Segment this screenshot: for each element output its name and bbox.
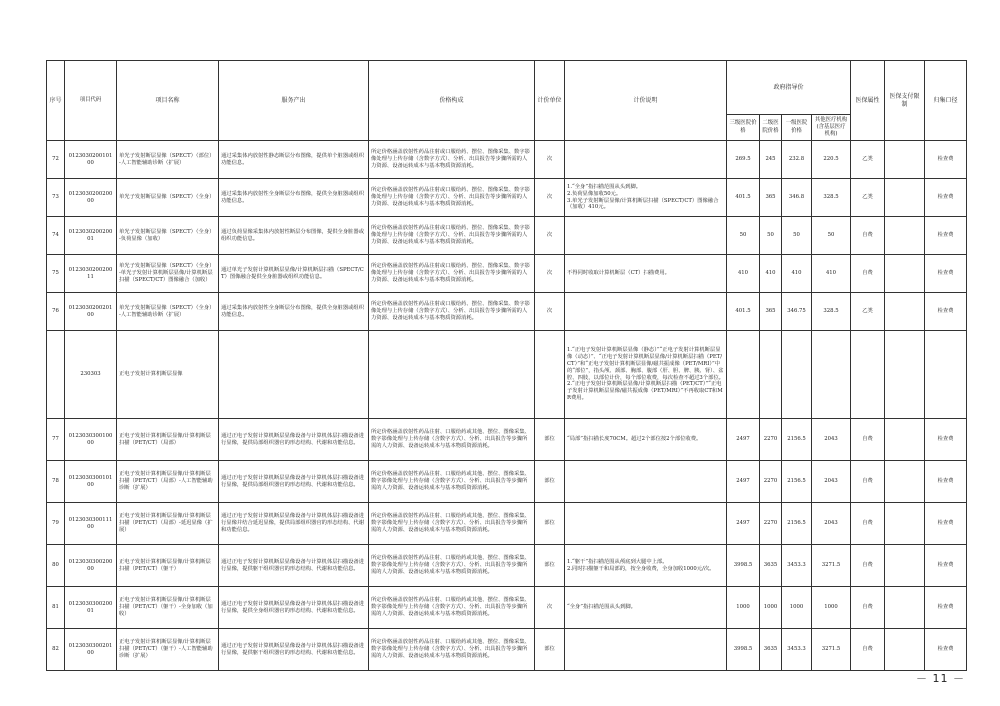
- cell-pricing: 所定价格涵盖放射性药品注射或口服给药、摆位、图像采集、数字影像处理与上传存储（含数字方式）、分析、出具报告等步骤所需的人力资源、设备运转成本与基本物质资源消耗。: [369, 141, 535, 179]
- cell-service: 通过单光子发射计算机断层显像/计算机断层扫描（SPECT/CT）图像融合提供全身脏器或组织功能信息。: [219, 255, 369, 293]
- header-name: 项目名称: [117, 61, 219, 141]
- cell-attr: 自费: [851, 419, 885, 461]
- cell-notes: [565, 293, 727, 331]
- cell-code: 012303030010000: [65, 419, 117, 461]
- cell-service: 通过正电子发射计算机断层显像设备与计算机体层扫描设备进行显像并结合延迟显像，提供局部组织器官的形态结构、代谢和功能信息。: [219, 503, 369, 545]
- cell-limit: [885, 141, 925, 179]
- header-notes: 计价说明: [565, 61, 727, 141]
- cell-po: 2043: [812, 461, 851, 503]
- cell-notes: 1.“躯干”指扫描范围从颅底到大腿中上部。 2.同时扫描躯干和局部的，按全身收费，全身加收1000元/次。: [565, 545, 727, 587]
- cell-p1: 2156.5: [782, 461, 812, 503]
- cell-pricing: 所定价格涵盖放射性药品注射、口服给药或其他、摆位、图像采集、数字影像处理与上传存储（含数字方式）、分析、出具报告等步骤所需的人力资源、设备运转成本与基本物质资源消耗。: [369, 419, 535, 461]
- cell-seq: 82: [47, 629, 65, 671]
- cell-p1: 410: [782, 255, 812, 293]
- cell-p1: 3453.3: [782, 629, 812, 671]
- cell-seq: 78: [47, 461, 65, 503]
- cell-notes: “局部”指扫描长度70CM。超过2个部位按2个部位收费。: [565, 419, 727, 461]
- cell-code: 012303030011100: [65, 503, 117, 545]
- cell-attr: 自费: [851, 217, 885, 255]
- cell-p1: 346.75: [782, 293, 812, 331]
- cell-po: 2043: [812, 419, 851, 461]
- table-row: [47, 503, 967, 545]
- cell-p3: 50: [727, 217, 760, 255]
- cell-pricing: 所定价格涵盖放射性药品注射或口服给药、摆位、图像采集、数字影像处理与上传存储（含数字方式）、分析、出具报告等步骤所需的人力资源、设备运转成本与基本物质资源消耗。: [369, 179, 535, 217]
- cell-code: 012303030020000: [65, 545, 117, 587]
- cell-limit: [885, 179, 925, 217]
- cell-service: 通过正电子发射计算机断层显像设备与计算机体层扫描设备进行显像，提供局部组织器官的形态结构、代谢和功能信息。: [219, 461, 369, 503]
- cell-code: 012303020020000: [65, 179, 117, 217]
- cell-p3: 3998.5: [727, 629, 760, 671]
- cell-p3: 1000: [727, 587, 760, 629]
- cell-name: 单光子发射断层显像（SPECT）（全身）: [117, 179, 219, 217]
- cell-name: 正电子发射计算机断层显像/计算机断层扫描（PET/CT）（局部）: [117, 419, 219, 461]
- cell-p2: 50: [760, 217, 782, 255]
- cell-cat: 检查费: [925, 255, 967, 293]
- header-code: 项目代码: [65, 61, 117, 141]
- cell-code: 012303020020100: [65, 293, 117, 331]
- cell-p3: [727, 331, 760, 419]
- cell-unit: 部位: [535, 545, 565, 587]
- cell-cat: 检查费: [925, 141, 967, 179]
- cell-limit: [885, 255, 925, 293]
- cell-name: 正电子发射计算机断层显像/计算机断层扫描（PET/CT）（躯干）-全身加收（加收）: [117, 587, 219, 629]
- cell-service: [219, 331, 369, 419]
- cell-seq: 81: [47, 587, 65, 629]
- cell-attr: [851, 331, 885, 419]
- header-insurance-limit: 医保支付限制: [885, 61, 925, 141]
- cell-name: 单光子发射断层显像（SPECT）（全身）-人工智能辅助诊断（扩展）: [117, 293, 219, 331]
- cell-p1: 2156.5: [782, 503, 812, 545]
- cell-limit: [885, 587, 925, 629]
- cell-limit: [885, 419, 925, 461]
- cell-limit: [885, 217, 925, 255]
- cell-pricing: 所定价格涵盖放射性药品注射、口服给药或其他、摆位、图像采集、数字影像处理与上传存储（含数字方式）、分析、出具报告等步骤所需的人力资源、设备运转成本与基本物质资源消耗。: [369, 503, 535, 545]
- cell-service: 通过正电子发射计算机断层显像设备与计算机体层扫描设备进行显像，提供全身组织器官的形态结构、代谢和功能信息。: [219, 587, 369, 629]
- cell-p2: 2270: [760, 503, 782, 545]
- cell-attr: 乙类: [851, 141, 885, 179]
- cell-service: 通过采集体内放射性全身断层分布图像，提供全身脏器或组织功能信息。: [219, 179, 369, 217]
- cell-notes: 1.“全身”指扫描范围从头到脚。 2.负荷显像加收50元。 3.单光子发射断层显像/计算机断层扫描（SPECT/CT）图像融合（加收）410元。: [565, 179, 727, 217]
- table-row: [47, 179, 967, 217]
- cell-unit: 部位: [535, 419, 565, 461]
- header-seq: 序号: [47, 61, 65, 141]
- cell-notes: [565, 629, 727, 671]
- cell-po: 220.5: [812, 141, 851, 179]
- cell-code: 012303030010100: [65, 461, 117, 503]
- cell-po: 1000: [812, 587, 851, 629]
- cell-p2: 2270: [760, 461, 782, 503]
- cell-p2: 3635: [760, 629, 782, 671]
- cell-p3: 2497: [727, 461, 760, 503]
- cell-p1: 346.8: [782, 179, 812, 217]
- cell-p1: 1000: [782, 587, 812, 629]
- cell-attr: 自费: [851, 255, 885, 293]
- table-row: [47, 141, 967, 179]
- cell-pricing: 所定价格涵盖放射性药品注射或口服给药、摆位、图像采集、数字影像处理与上传存储（含数字方式）、分析、出具报告等步骤所需的人力资源、设备运转成本与基本物质资源消耗。: [369, 293, 535, 331]
- cell-limit: [885, 545, 925, 587]
- cell-cat: 检查费: [925, 461, 967, 503]
- cell-limit: [885, 461, 925, 503]
- cell-pricing: 所定价格涵盖放射性药品注射或口服给药、摆位、图像采集、数字影像处理与上传存储（含数字方式）、分析、出具报告等步骤所需的人力资源、设备运转成本与基本物质资源消耗。: [369, 255, 535, 293]
- cell-code: 012303020010100: [65, 141, 117, 179]
- cell-p3: 2497: [727, 419, 760, 461]
- cell-notes: 1.“正电子发射计算机断层显像（静态）”“正电子发射计算机断层显像（动态）”、“正电子发射计算机断层显像/计算机断层扫描（PET/CT）”和“正电子发射计算机断层显像/磁共振成像（PET/MRI）”中的“部位”，指头颅、颈部、胸部、腹部（肝、胆、脾、胰、肾）、盆腔、四肢，以部位计价，每个部位收费，每次检查不超过3个部位。 2.“正电子发射计算机断层显像/计算机断层扫描（PET/CT）”“正电子发射计算机断层显像/磁共振成像（PET/MRI）”不再收取CT和MR费用。: [565, 331, 727, 419]
- cell-limit: [885, 293, 925, 331]
- cell-unit: 次: [535, 141, 565, 179]
- table-row: [47, 255, 967, 293]
- cell-notes: 不得同时收取计算机断层（CT）扫描费用。: [565, 255, 727, 293]
- header-grade1: 一级医院价格: [782, 115, 812, 141]
- cell-service: 通过采集体内放射性全身断层分布图像，提供全身脏器或组织功能信息。: [219, 293, 369, 331]
- cell-notes: [565, 503, 727, 545]
- cell-cat: 检查费: [925, 629, 967, 671]
- header-category: 归集口径: [925, 61, 967, 141]
- cell-attr: 乙类: [851, 293, 885, 331]
- cell-p3: 410: [727, 255, 760, 293]
- cell-p2: 410: [760, 255, 782, 293]
- cell-seq: 72: [47, 141, 65, 179]
- table-row: [47, 461, 967, 503]
- cell-p1: 50: [782, 217, 812, 255]
- cell-po: 328.5: [812, 179, 851, 217]
- cell-p2: [760, 331, 782, 419]
- table-row: [47, 587, 967, 629]
- cell-pricing: 所定价格涵盖放射性药品注射、口服给药或其他、摆位、图像采集、数字影像处理与上传存储（含数字方式）、分析、出具报告等步骤所需的人力资源、设备运转成本与基本物质资源消耗。: [369, 461, 535, 503]
- cell-unit: 次: [535, 293, 565, 331]
- cell-po: [812, 331, 851, 419]
- cell-unit: 部位: [535, 629, 565, 671]
- cell-attr: 自费: [851, 503, 885, 545]
- cell-notes: [565, 217, 727, 255]
- cell-notes: [565, 461, 727, 503]
- cell-cat: 检查费: [925, 419, 967, 461]
- cell-p2: 365: [760, 179, 782, 217]
- cell-p1: [782, 331, 812, 419]
- header-other: 其他医疗机构(含基层医疗机构): [812, 115, 851, 141]
- cell-code: 012303020020001: [65, 217, 117, 255]
- header-grade3: 三级医院价格: [727, 115, 760, 141]
- cell-attr: 自费: [851, 629, 885, 671]
- cell-cat: 检查费: [925, 503, 967, 545]
- cell-notes: “全身”指扫描范围从头到脚。: [565, 587, 727, 629]
- cell-unit: 部位: [535, 503, 565, 545]
- cell-po: 3271.5: [812, 629, 851, 671]
- cell-seq: 79: [47, 503, 65, 545]
- cell-cat: 检查费: [925, 217, 967, 255]
- cell-name: 正电子发射计算机断层显像/计算机断层扫描（PET/CT）（局部）-人工智能辅助诊断（扩展）: [117, 461, 219, 503]
- cell-cat: [925, 331, 967, 419]
- cell-unit: 部位: [535, 461, 565, 503]
- cell-notes: [565, 141, 727, 179]
- cell-unit: [535, 331, 565, 419]
- table-row: [47, 331, 967, 419]
- cell-p3: 2497: [727, 503, 760, 545]
- cell-name: 正电子发射计算机断层显像/计算机断层扫描（PET/CT）（局部）-延迟显像（扩展）: [117, 503, 219, 545]
- cell-name: 单光子发射断层显像（SPECT）（全身）-负荷显像（加收）: [117, 217, 219, 255]
- page-number: － 11 －: [916, 672, 965, 685]
- table-row: [47, 545, 967, 587]
- cell-service: 通过正电子发射计算机断层显像设备与计算机体层扫描设备进行显像，提供躯干组织器官的形态结构、代谢和功能信息。: [219, 629, 369, 671]
- cell-cat: 检查费: [925, 179, 967, 217]
- cell-pricing: 所定价格涵盖放射性药品注射、口服给药或其他、摆位、图像采集、数字影像处理与上传存储（含数字方式）、分析、出具报告等步骤所需的人力资源、设备运转成本与基本物质资源消耗。: [369, 587, 535, 629]
- header-grade2: 二级医院价格: [760, 115, 782, 141]
- cell-name: 单光子发射断层显像（SPECT）（全身）-单光子发射计算机断层显像/计算机断层扫描（SPECT/CT）图像融合（加收）: [117, 255, 219, 293]
- cell-cat: 检查费: [925, 293, 967, 331]
- cell-attr: 乙类: [851, 179, 885, 217]
- cell-cat: 检查费: [925, 545, 967, 587]
- cell-p1: 2156.5: [782, 419, 812, 461]
- cell-seq: 73: [47, 179, 65, 217]
- table-row: [47, 629, 967, 671]
- price-table: [46, 60, 967, 671]
- cell-service: 通过正电子发射计算机断层显像设备与计算机体层扫描设备进行显像，提供躯干组织器官的形态结构、代谢和功能信息。: [219, 545, 369, 587]
- cell-seq: 80: [47, 545, 65, 587]
- cell-service: 通过正电子发射计算机断层显像设备与计算机体层扫描设备进行显像，提供局部组织器官的形态结构、代谢和功能信息。: [219, 419, 369, 461]
- cell-p3: 401.5: [727, 179, 760, 217]
- cell-name: 正电子发射计算机断层显像/计算机断层扫描（PET/CT）（躯干）-人工智能辅助诊断（扩展）: [117, 629, 219, 671]
- cell-unit: 次: [535, 255, 565, 293]
- cell-code: 012303030020100: [65, 629, 117, 671]
- header-gov-price: 政府指导价: [727, 61, 851, 115]
- cell-pricing: 所定价格涵盖放射性药品注射、口服给药或其他、摆位、图像采集、数字影像处理与上传存储（含数字方式）、分析、出具报告等步骤所需的人力资源、设备运转成本与基本物质资源消耗。: [369, 629, 535, 671]
- cell-p2: 245: [760, 141, 782, 179]
- cell-limit: [885, 629, 925, 671]
- cell-seq: 74: [47, 217, 65, 255]
- cell-p2: 3635: [760, 545, 782, 587]
- cell-attr: 自费: [851, 545, 885, 587]
- cell-seq: 75: [47, 255, 65, 293]
- header-unit: 计价单位: [535, 61, 565, 141]
- cell-service: 通过采集体内放射性静态断层分布图像，提供单个脏器或组织功能信息。: [219, 141, 369, 179]
- cell-name: 单光子发射断层显像（SPECT）（部位）-人工智能辅助诊断（扩展）: [117, 141, 219, 179]
- cell-po: 50: [812, 217, 851, 255]
- cell-limit: [885, 331, 925, 419]
- cell-cat: 检查费: [925, 587, 967, 629]
- table-row: [47, 419, 967, 461]
- cell-p1: 3453.3: [782, 545, 812, 587]
- cell-po: 410: [812, 255, 851, 293]
- cell-name: 正电子发射计算机断层显像/计算机断层扫描（PET/CT）（躯干）: [117, 545, 219, 587]
- cell-service: 通过负荷显像采集体内放射性断层分布图像，提供全身脏器或组织功能信息。: [219, 217, 369, 255]
- header-service: 服务产出: [219, 61, 369, 141]
- cell-unit: 次: [535, 587, 565, 629]
- cell-p2: 365: [760, 293, 782, 331]
- cell-attr: 自费: [851, 461, 885, 503]
- cell-seq: 77: [47, 419, 65, 461]
- cell-code: 012303030020001: [65, 587, 117, 629]
- cell-p3: 401.5: [727, 293, 760, 331]
- cell-limit: [885, 503, 925, 545]
- table-row: [47, 293, 967, 331]
- cell-pricing: 所定价格涵盖放射性药品注射、口服给药或其他、摆位、图像采集、数字影像处理与上传存储（含数字方式）、分析、出具报告等步骤所需的人力资源、设备运转成本与基本物质资源消耗。: [369, 545, 535, 587]
- cell-p3: 269.5: [727, 141, 760, 179]
- cell-po: 3271.5: [812, 545, 851, 587]
- cell-code: 230303: [65, 331, 117, 419]
- table-body: [47, 141, 967, 671]
- cell-p2: 2270: [760, 419, 782, 461]
- cell-po: 328.5: [812, 293, 851, 331]
- header-insurance-attr: 医保属性: [851, 61, 885, 141]
- table-row: [47, 217, 967, 255]
- cell-unit: 次: [535, 217, 565, 255]
- cell-pricing: 所定价格涵盖放射性药品注射或口服给药、摆位、图像采集、数字影像处理与上传存储（含数字方式）、分析、出具报告等步骤所需的人力资源、设备运转成本与基本物质资源消耗。: [369, 217, 535, 255]
- cell-po: 2043: [812, 503, 851, 545]
- cell-seq: [47, 331, 65, 419]
- cell-seq: 76: [47, 293, 65, 331]
- cell-p3: 3998.5: [727, 545, 760, 587]
- header-pricing: 价格构成: [369, 61, 535, 141]
- cell-name: 正电子发射计算机断层显像: [117, 331, 219, 419]
- cell-unit: 次: [535, 179, 565, 217]
- cell-code: 012303020020011: [65, 255, 117, 293]
- cell-pricing: [369, 331, 535, 419]
- cell-p2: 1000: [760, 587, 782, 629]
- cell-p1: 232.8: [782, 141, 812, 179]
- cell-attr: 自费: [851, 587, 885, 629]
